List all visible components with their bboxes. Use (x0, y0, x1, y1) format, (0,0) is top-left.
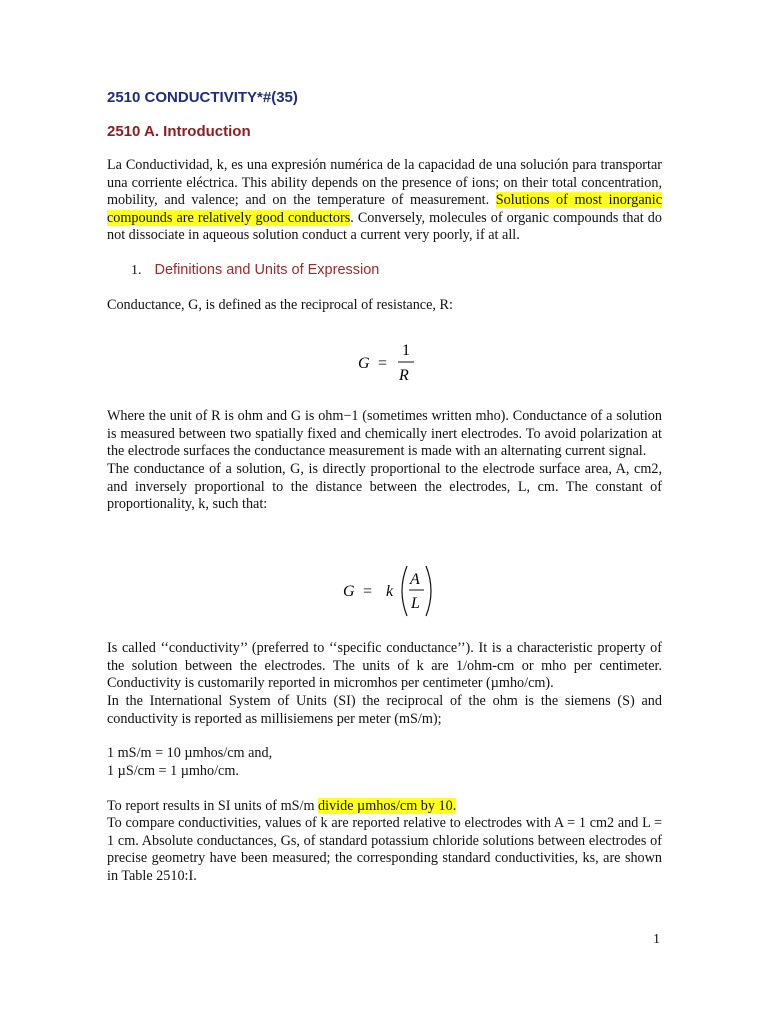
list-item-definitions (131, 262, 379, 279)
paragraph-si-units: In the International System of Units (SI) the reciprocal of the ohm is the siemens (S) and conductivity is reported as millisiemens per meter (mS/m); (107, 693, 662, 727)
conversion-line-1: 1 mS/m = 10 µmhos/cm and, (107, 745, 273, 761)
paragraph-intro-text: La Conductividad, k, es una expresión numérica de la capacidad de una solución para transportar una corriente eléctrica. This ability depends on the presence of ions; on their total concentration, mobility, and valence; and on the temperature of measurement. (107, 157, 662, 208)
eq2-right-paren (426, 566, 431, 616)
paragraph-conductance: Conductance, G, is defined as the reciprocal of resistance, R: (107, 297, 453, 313)
eq2-den: L (411, 595, 420, 612)
eq1-op: = (378, 355, 388, 372)
list-number: 1. (131, 263, 142, 278)
equation-conductance (340, 338, 430, 390)
eq2-k: k (386, 583, 394, 600)
page-number: 1 (653, 932, 660, 947)
paragraph-proportional: The conductance of a solution, G, is directly proportional to the electrode surface area, A, cm2, and inversely proportional to the distance between the electrodes, L, cm. The constant of proportionality, k, such that: (107, 461, 662, 512)
eq1-num: 1 (402, 342, 410, 359)
eq2-num: A (410, 571, 420, 588)
highlighted-text: Solutions of most inorganic compounds are relatively good conductors (107, 192, 663, 226)
eq2-op: = (363, 583, 373, 600)
paragraph-intro (107, 157, 662, 245)
section-heading: 2510 A. Introduction (107, 123, 251, 140)
eq2-lhs: G (343, 583, 355, 600)
eq1-den: R (399, 367, 409, 384)
paragraph-report-si (107, 798, 662, 816)
highlighted-divide: divide µmhos/cm by 10. (318, 798, 457, 814)
eq2-left-paren (402, 566, 407, 616)
paragraph-units: Where the unit of R is ohm and G is ohm−1 (sometimes written mho). Conductance of a solution is measured between two spatially fixed and chemically inert electrodes. To avoid polarization at the electrode surfaces the conductance measurement is made with an alternating current signal. (107, 408, 662, 459)
equation-conductivity (335, 558, 445, 620)
conversion-line-2: 1 µS/cm = 1 µmho/cm. (107, 763, 239, 779)
document-title: 2510 CONDUCTIVITY*#(35) (107, 89, 298, 106)
paragraph-compare: To compare conductivities, values of k are reported relative to electrodes with A = 1 cm2 and L = 1 cm. Absolute conductances, Gs, of standard potassium chloride solutions between electrodes of precise geometry have been measured; the corresponding standard conductivities, ks, are shown in Table 2510:I. (107, 815, 662, 884)
eq1-lhs: G (358, 355, 370, 372)
paragraph-conductivity-definition: Is called ‘‘conductivity’’ (preferred to ‘‘specific conductance’’). It is a characteristic property of the solution between the electrodes. The units of k are 1/ohm-cm or mho per centimeter. Conductivity is customarily reported in micromhos per centimeter (µmho/cm). (107, 640, 662, 691)
list-heading: Definitions and Units of Expression (154, 262, 380, 278)
paragraph-intro-text-end: . Conversely, molecules of organic compounds that do not dissociate in aqueous solution conduct a current very poorly, if at all. (107, 209, 662, 243)
report-si-text: To report results in SI units of mS/m (107, 798, 319, 814)
